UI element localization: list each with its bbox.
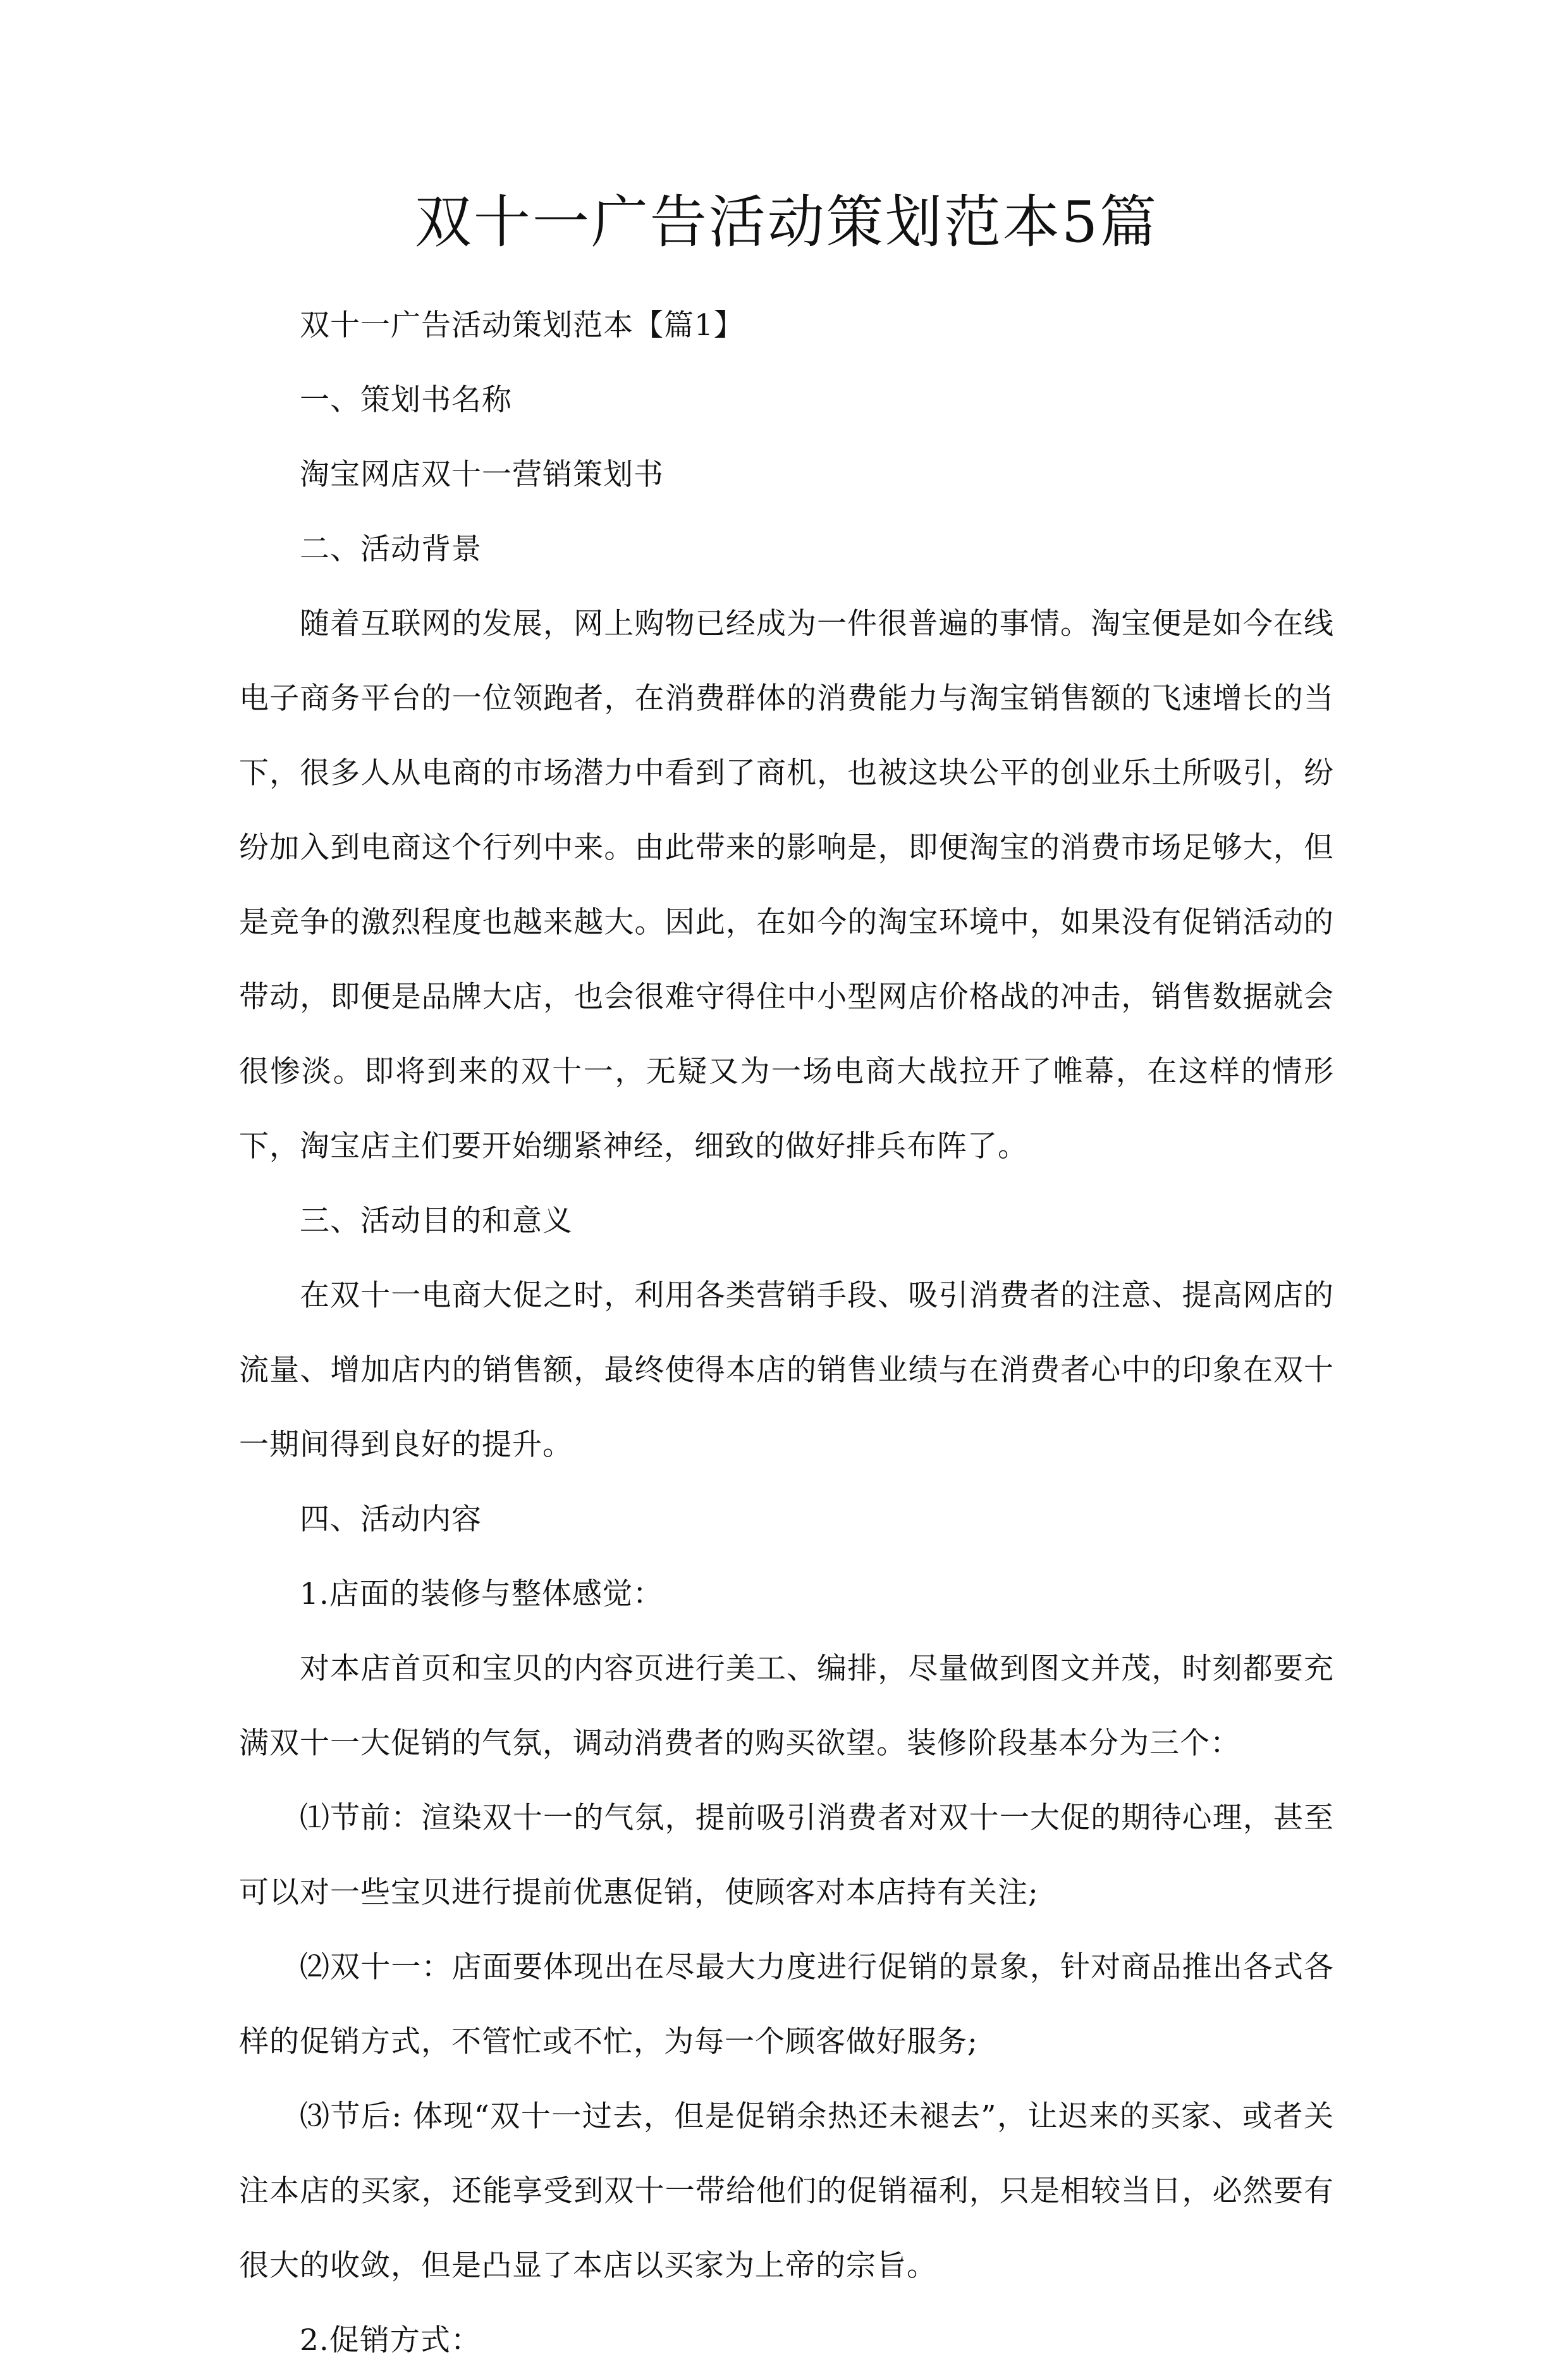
heading-purpose: 三、活动目的和意义	[300, 1204, 573, 1238]
heading-activity-background: 二、活动背景	[300, 532, 482, 567]
heading-activity-content: 四、活动内容	[300, 1502, 482, 1537]
document-title: 双十一广告活动策划范本5篇	[414, 189, 1159, 256]
subheading-store-decoration: 1.店面的装修与整体感觉：	[300, 1577, 663, 1611]
decoration-paragraph: 对本店首页和宝贝的内容页进行美工、编排，尽量做到图文并茂，时刻都要充满双十一大促销的气氛，调动消费者的购买欲望。装修阶段基本分为三个：	[239, 1651, 1334, 1761]
section-heading-part1: 双十一广告活动策划范本【篇1】	[300, 308, 744, 343]
background-paragraph: 随着互联网的发展，网上购物已经成为一件很普遍的事情。淘宝便是如今在线电子商务平台的一位领跑者，在消费群体的消费能力与淘宝销售额的飞速增长的当下，很多人从电商的市场潜力中看到了商机，也被这块公平的创业乐土所吸引，纷纷加入到电商这个行列中来。由此带来的影响是，即便淘宝的消费市场足够大，但是竞争的激烈程度也越来越大。因此，在如今的淘宝环境中，如果没有促销活动的带动，即便是品牌大店，也会很难守得住中小型网店价格战的冲击，销售数据就会很惨淡。即将到来的双十一，无疑又为一场电商大战拉开了帷幕，在这样的情形下，淘宝店主们要开始绷紧神经，细致的做好排兵布阵了。	[239, 607, 1334, 1164]
purpose-paragraph: 在双十一电商大促之时，利用各类营销手段、吸引消费者的注意、提高网店的流量、增加店内的销售额，最终使得本店的销售业绩与在消费者心中的印象在双十一期间得到良好的提升。	[239, 1278, 1334, 1462]
heading-plan-name: 一、策划书名称	[300, 383, 512, 417]
document-body	[239, 288, 1334, 2378]
subheading-promotion-methods: 2.促销方式：	[300, 2323, 481, 2358]
plan-name-text: 淘宝网店双十一营销策划书	[300, 457, 664, 492]
stage-festival-day: ⑵双十一：店面要体现出在尽最大力度进行促销的景象，针对商品推出各式各样的促销方式，不管忙或不忙，为每一个顾客做好服务;	[239, 1950, 1334, 2059]
stage-before-festival: ⑴节前：渲染双十一的气氛，提前吸引消费者对双十一大促的期待心理，甚至可以对一些宝贝进行提前优惠促销，使顾客对本店持有关注;	[239, 1801, 1334, 1910]
stage-after-festival: ⑶节后: 体现“双十一过去，但是促销余热还未褪去”，让迟来的买家、或者关注本店的买家，还能享受到双十一带给他们的促销福利，只是相较当日，必然要有很大的收敛，但是凸显了本店以买家为上帝的宗旨。	[239, 2099, 1334, 2283]
